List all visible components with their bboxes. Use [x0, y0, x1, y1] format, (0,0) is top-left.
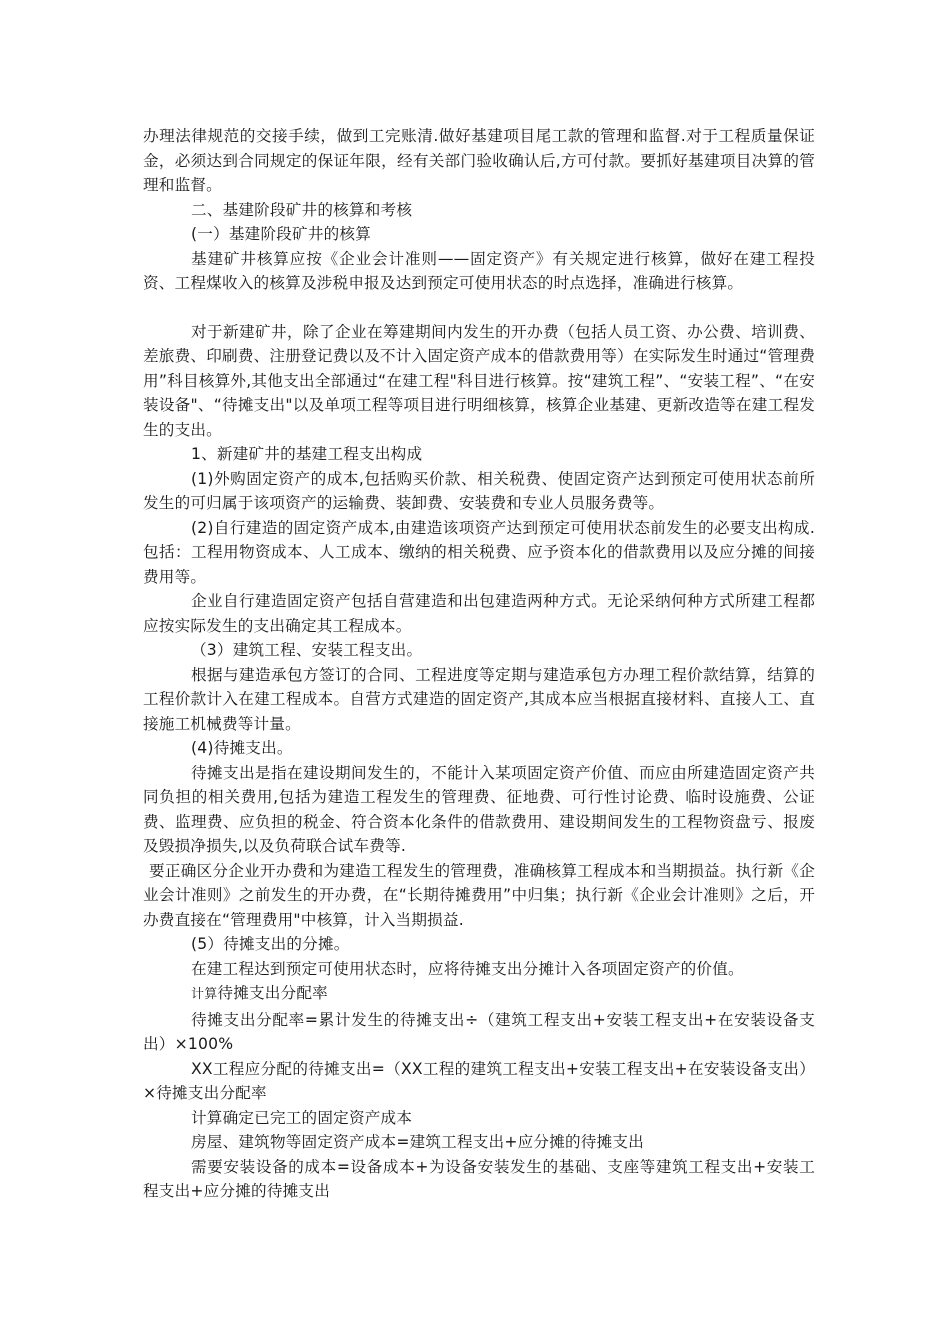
calc-prefix: 计算	[191, 987, 218, 1002]
section-heading-2: 二、基建阶段矿井的核算和考核	[191, 200, 413, 219]
list-item-4: (4)待摊支出。	[191, 739, 293, 757]
formula-project-allocation: XX工程应分配的待摊支出=（XX工程的建筑工程支出+安装工程支出+在安装设备支出）×待摊支出分配率	[143, 1059, 815, 1102]
paragraph-distinguish-costs: 要正确区分企业开办费和为建造工程发生的管理费，准确核算工程成本和当期损益。执行新《企业会计准则》之前发生的开办费，在“长期待摊费用”中归集；执行新《企业会计准则》之后，开办费直接在“管理费用"中核算，计入当期损益.	[143, 861, 815, 929]
list-item-5: (5）待摊支出的分摊。	[191, 935, 350, 953]
formula-allocation-rate: 待摊支出分配率=累计发生的待摊支出÷（建筑工程支出+安装工程支出+在安装设备支出）×100%	[143, 1010, 815, 1053]
list-item-2: (2)自行建造的固定资产成本,由建造该项资产达到预定可使用状态前发生的必要支出构成.包括：工程用物资成本、人工成本、缴纳的相关税费、应予资本化的借款费用以及应分摊的间接费用等。	[143, 518, 815, 586]
paragraph-self-build: 企业自行建造固定资产包括自营建造和出包建造两种方式。无论采纳何种方式所建工程都应按实际发生的支出确定其工程成本。	[143, 592, 815, 635]
paragraph-gap	[143, 296, 815, 320]
paragraph-accounting-basis: 基建矿井核算应按《企业会计准则——固定资产》有关规定进行核算，做好在建工程投资、工程煤收入的核算及涉税申报及达到预定可使用状态的时点选择，准确进行核算。	[143, 249, 815, 292]
paragraph-intro: 办理法律规范的交接手续，做到工完账清.做好基建项目尾工款的管理和监督.对于工程质量保证金，必须达到合同规定的保证年限，经有关部门验收确认后,方可付款。要抓好基建项目决算的管理和监督。	[143, 127, 815, 194]
formula-building-cost: 房屋、建筑物等固定资产成本=建筑工程支出+应分摊的待摊支出	[191, 1133, 644, 1151]
list-heading-1: 1、新建矿井的基建工程支出构成	[191, 445, 423, 463]
list-item-3: （3）建筑工程、安装工程支出。	[191, 641, 423, 659]
paragraph-new-mine: 对于新建矿井，除了企业在筹建期间内发生的开办费（包括人员工资、办公费、培训费、差旅费、印刷费、注册登记费以及不计入固定资产成本的借款费用等）在实际发生时通过“管理费用”科目核算外,其他支出全部通过“在建工程"科目进行核算。按“建筑工程”、“安装工程”、“在安装设备"、“待摊支出"以及单项工程等项目进行明细核算，核算企业基建、更新改造等在建工程发生的支出。	[143, 322, 815, 439]
formula-equipment-cost: 需要安装设备的成本=设备成本+为设备安装发生的基础、支座等建筑工程支出+安装工程支出+应分摊的待摊支出	[143, 1157, 815, 1200]
list-item-1: (1)外购固定资产的成本,包括购买价款、相关税费、使固定资产达到预定可使用状态前所发生的可归属于该项资产的运输费、装卸费、安装费和专业人员服务费等。	[143, 469, 815, 512]
document-body	[143, 124, 815, 1204]
paragraph-calc-cost-heading: 计算确定已完工的固定资产成本	[191, 1108, 413, 1127]
calc-rate-heading-text: 待摊支出分配率	[217, 984, 328, 1002]
paragraph-settlement: 根据与建造承包方签订的合同、工程进度等定期与建造承包方办理工程价款结算，结算的工程价款计入在建工程成本。自营方式建造的固定资产,其成本应当根据直接材料、直接人工、直接施工机械费等计量。	[143, 665, 815, 733]
subsection-heading-1: (一）基建阶段矿井的核算	[191, 225, 372, 243]
paragraph-calc-rate-heading	[143, 981, 815, 1008]
paragraph-allocation: 在建工程达到预定可使用状态时，应将待摊支出分摊计入各项固定资产的价值。	[191, 959, 744, 978]
paragraph-deferred-costs: 待摊支出是指在建设期间发生的，不能计入某项固定资产价值、而应由所建造固定资产共同负担的相关费用,包括为建造工程发生的管理费、征地费、可行性讨论费、临时设施费、公证费、监理费、应负担的税金、符合资本化条件的借款费用、建设期间发生的工程物资盘亏、报废及毁损净损失,以及负荷联合试车费等.	[143, 763, 815, 855]
